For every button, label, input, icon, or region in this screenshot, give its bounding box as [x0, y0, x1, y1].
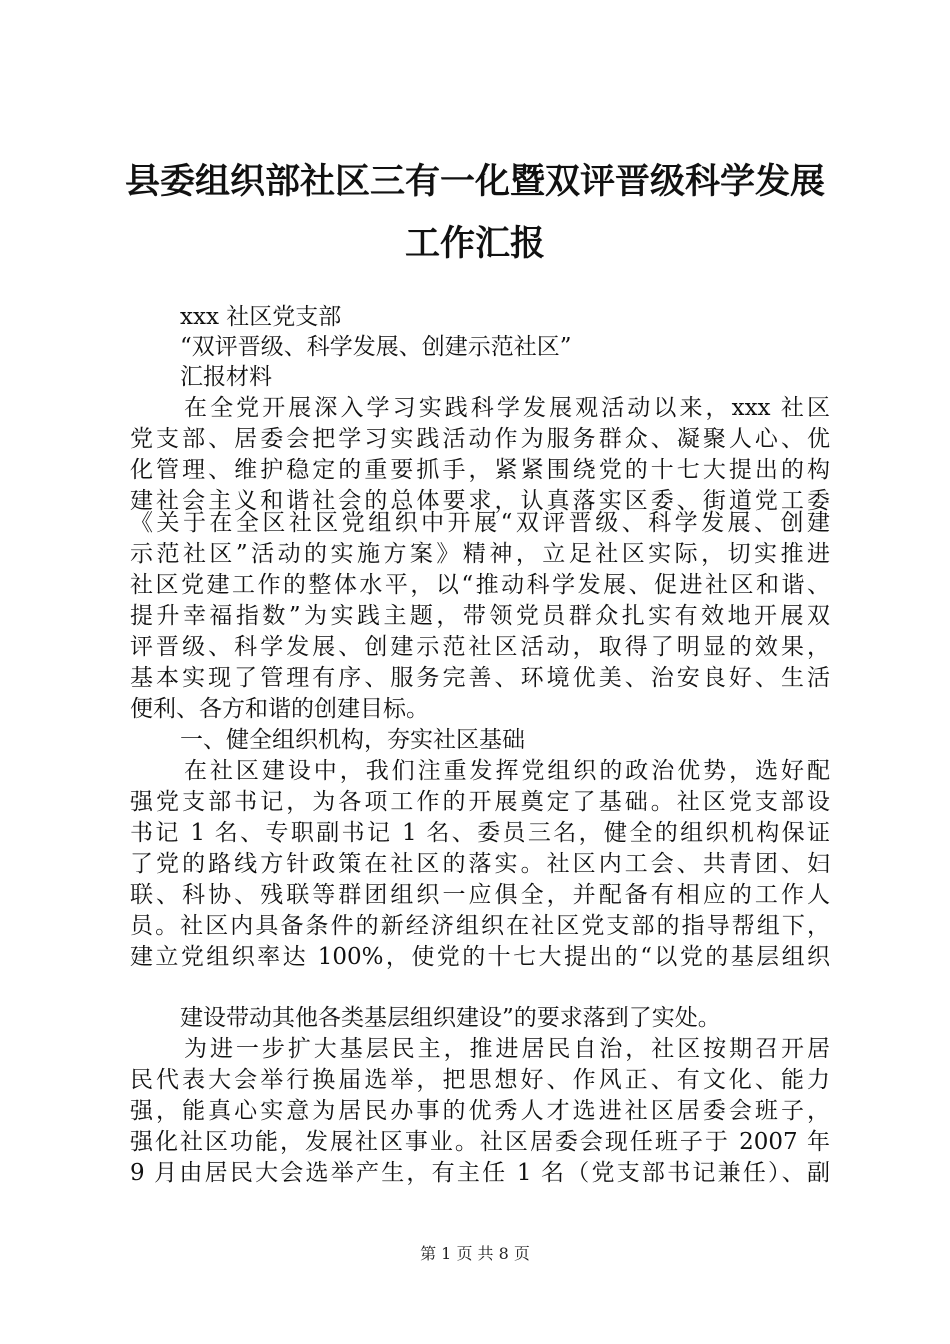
paragraph-1-line: 《关于在全区社区党组织中开展“双评晋级、科学发展、创建 — [130, 510, 830, 536]
paragraph-1-line: 化管理、维护稳定的重要抓手，紧紧围绕党的十七大提出的构 — [130, 457, 830, 483]
paragraph-2-continuation: 建设带动其他各类基层组织建设”的要求落到了实处。 — [180, 1005, 721, 1031]
paragraph-1-line: 示范社区”活动的实施方案》精神，立足社区实际，切实推进 — [130, 541, 830, 567]
paragraph-2-line: 在社区建设中，我们注重发挥党组织的政治优势，选好配 — [184, 758, 830, 784]
paragraph-1-line: 在全党开展深入学习实践科学发展观活动以来，xxx 社区 — [184, 395, 830, 421]
page-number-footer: 第 1 页 共 8 页 — [420, 1244, 530, 1263]
paragraph-3-line: 9 月由居民大会选举产生，有主任 1 名（党支部书记兼任）、副 — [130, 1160, 830, 1186]
document-title-line-2: 工作汇报 — [404, 223, 545, 264]
paragraph-1-line: 便利、各方和谐的创建目标。 — [130, 696, 429, 722]
paragraph-2-line: 建立党组织率达 100%，使党的十七大提出的“以党的基层组织 — [130, 944, 830, 970]
header-line-material: 汇报材料 — [180, 364, 272, 390]
paragraph-2-line: 书记 1 名、专职副书记 1 名、委员三名，健全的组织机构保证 — [130, 820, 830, 846]
paragraph-1-line: 提升幸福指数”为实践主题，带领党员群众扎实有效地开展双 — [130, 603, 830, 629]
paragraph-3-line: 强，能真心实意为居民办事的优秀人才选进社区居委会班子， — [130, 1098, 830, 1124]
paragraph-2-line: 联、科协、残联等群团组织一应俱全，并配备有相应的工作人 — [130, 882, 830, 908]
paragraph-2-line: 员。社区内具备条件的新经济组织在社区党支部的指导帮组下， — [130, 913, 830, 939]
paragraph-1-line: 基本实现了管理有序、服务完善、环境优美、治安良好、生活 — [130, 665, 830, 691]
paragraph-3-line: 强化社区功能，发展社区事业。社区居委会现任班子于 2007 年 — [130, 1129, 830, 1155]
paragraph-1-line: 党支部、居委会把学习实践活动作为服务群众、凝聚人心、优 — [130, 426, 830, 452]
paragraph-1-line: 建社会主义和谐社会的总体要求，认真落实区委、街道党工委 — [130, 488, 830, 514]
paragraph-1-line: 评晋级、科学发展、创建示范社区活动，取得了明显的效果， — [130, 634, 830, 660]
paragraph-2-line: 强党支部书记，为各项工作的开展奠定了基础。社区党支部设 — [130, 789, 830, 815]
header-line-org: xxx 社区党支部 — [180, 304, 342, 330]
paragraph-3-line: 为进一步扩大基层民主，推进居民自治，社区按期召开居 — [184, 1036, 830, 1062]
document-title-line-1: 县委组织部社区三有一化暨双评晋级科学发展 — [124, 161, 825, 202]
header-line-theme: “双评晋级、科学发展、创建示范社区” — [180, 334, 572, 360]
section-heading: 一、健全组织机构，夯实社区基础 — [180, 727, 525, 753]
paragraph-2-line: 了党的路线方针政策在社区的落实。社区内工会、共青团、妇 — [130, 851, 830, 877]
paragraph-3-line: 民代表大会举行换届选举，把思想好、作风正、有文化、能力 — [130, 1067, 830, 1093]
paragraph-1-line: 社区党建工作的整体水平，以“推动科学发展、促进社区和谐、 — [130, 572, 830, 598]
